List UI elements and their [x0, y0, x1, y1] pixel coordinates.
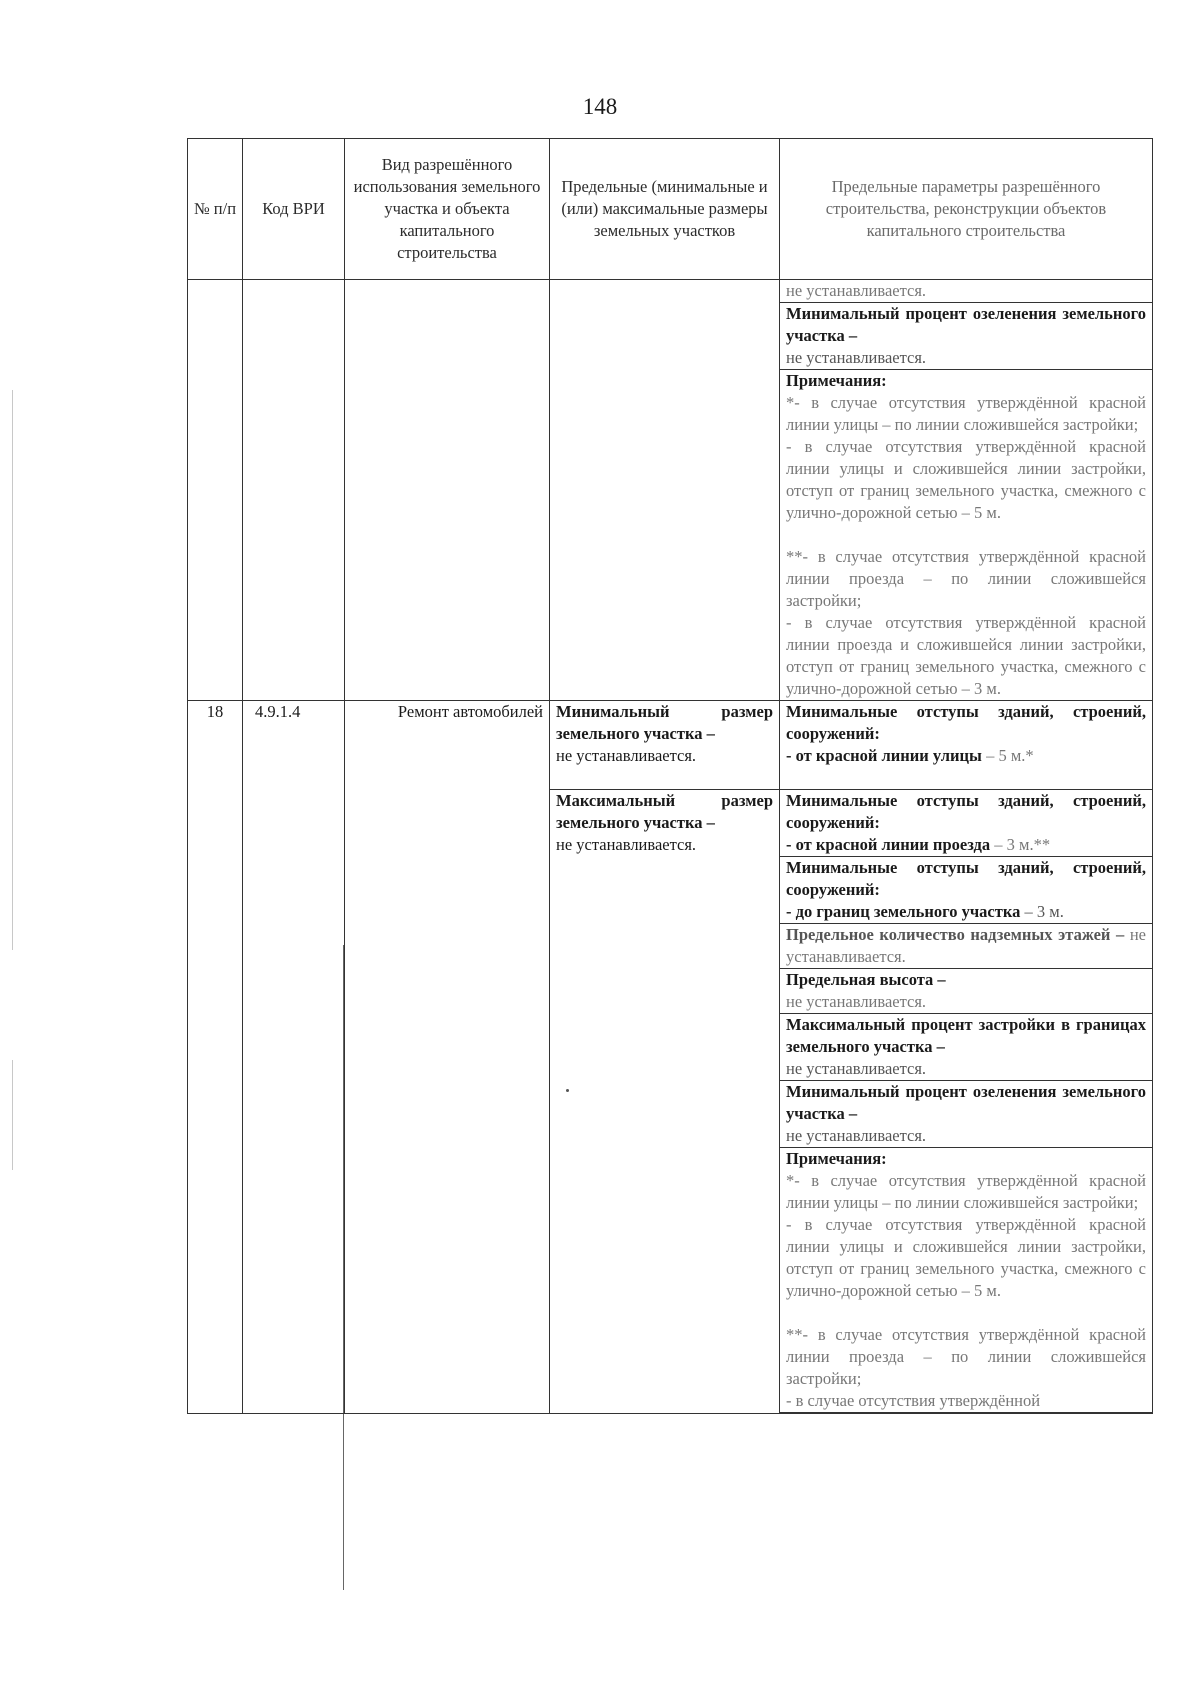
- page-number: 148: [582, 94, 618, 119]
- header-vri: Вид разрешённого использования земельного участка и объекта капитального строительства: [345, 139, 550, 280]
- cell-code: 4.9.1.4: [243, 701, 345, 1414]
- table-row: [188, 701, 1153, 790]
- notes-cell: Примечания: *- в случае отсутствия утверждённой красной линии улицы – по линии сложившейся застройки; - в случае отсутствия утверждённой красной линии улицы и сложившейся линии застройки, отступ от границ земельного участка, смежного с улично-дорожной сетью – 5 м. **- в случае отсутствия утверждённой красной линии проезда – по линии сложившейся застройки; - в случае отсутствия утверждённой красной линии проезда и сложившейся линии застройки, отступ от границ земельного участка, смежного с улично-дорожной сетью – 3 м.: [780, 370, 1153, 701]
- header-size: Предельные (минимальные и (или) максимальные размеры земельных участков: [550, 139, 780, 280]
- cell-vri-cont: [345, 280, 550, 701]
- param-cell: Минимальный процент озеленения земельного участка – не устанавливается.: [780, 303, 1153, 370]
- cell-vri: Ремонт автомобилей: [345, 701, 550, 1414]
- cell-num: 18: [188, 701, 243, 1414]
- table-header-row: [188, 139, 1153, 280]
- header-params: Предельные параметры разрешённого строительства, реконструкции объектов капитального строительства: [780, 139, 1153, 280]
- max-size-cell: Максимальный размер земельного участка – не устанавливается.: [550, 790, 780, 1414]
- cell-code-cont: [243, 280, 345, 701]
- param-cell: Минимальные отступы зданий, строений, сооружений: - до границ земельного участка – 3 м.: [780, 857, 1153, 924]
- param-cell: Максимальный процент застройки в границах земельного участка – не устанавливается.: [780, 1014, 1153, 1081]
- param-cell: Предельная высота – не устанавливается.: [780, 969, 1153, 1014]
- param-cell: Минимальный процент озеленения земельного участка – не устанавливается.: [780, 1081, 1153, 1148]
- scan-artifact-line: [12, 390, 13, 950]
- param-cell: не устанавливается.: [780, 280, 1153, 303]
- param-cell: Предельное количество надземных этажей – не устанавливается.: [780, 924, 1153, 969]
- scan-artifact-line: [12, 1060, 13, 1170]
- param-cell: Минимальные отступы зданий, строений, сооружений: - от красной линии улицы – 5 м.*: [780, 701, 1153, 790]
- notes-cell: Примечания: *- в случае отсутствия утверждённой красной линии улицы – по линии сложившейся застройки; - в случае отсутствия утверждённой красной линии улицы и сложившейся линии застройки, отступ от границ земельного участка, смежного с улично-дорожной сетью – 5 м. **- в случае отсутствия утверждённой красной линии проезда – по линии сложившейся застройки; - в случае отсутствия утверждённой: [780, 1148, 1153, 1413]
- table-row: [188, 280, 1153, 303]
- header-code: Код ВРИ: [243, 139, 345, 280]
- spacer-cell: [780, 1413, 1153, 1414]
- cell-num-cont: [188, 280, 243, 701]
- min-size-cell: Минимальный размер земельного участка – не устанавливается.: [550, 701, 780, 790]
- cell-size-cont: [550, 280, 780, 701]
- zoning-regulations-table: [187, 138, 1153, 1414]
- param-cell: Минимальные отступы зданий, строений, сооружений: - от красной линии проезда – 3 м.**: [780, 790, 1153, 857]
- header-num: № п/п: [188, 139, 243, 280]
